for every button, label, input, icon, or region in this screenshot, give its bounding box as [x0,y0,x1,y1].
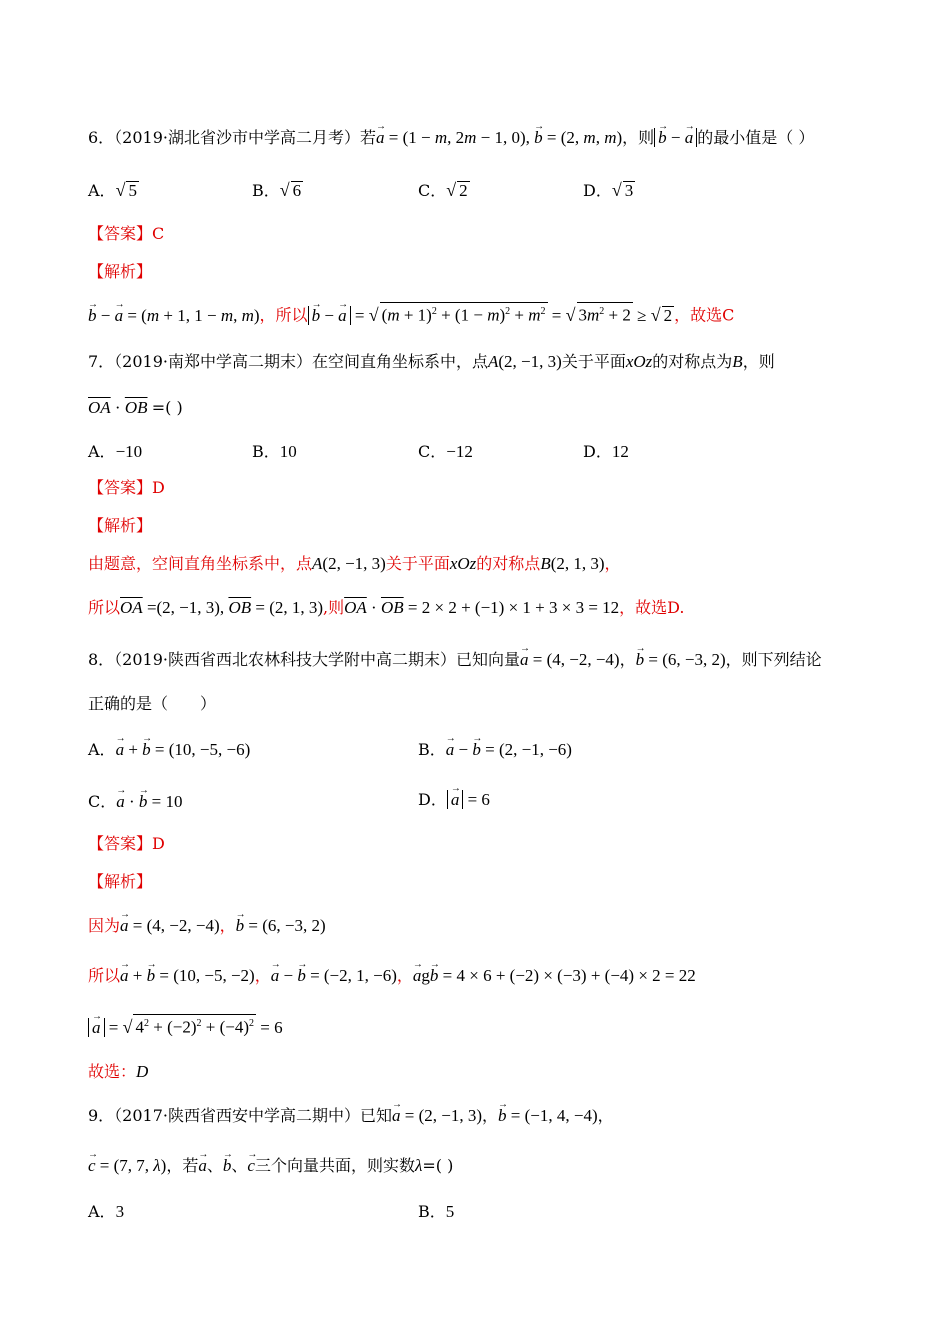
question-6-stem: 6．（2019·湖北省沙市中学高二月考）若→ a = (1 − m, 2m − 1, 0), → b = (2, m, m)，则 → b − → a 的最小值是（ ） [88,126,814,150]
q6-option-d: D．√ 3 [583,180,634,200]
q8-solution-line1: 因为→ a = (4, −2, −4)，→ b = (6, −3, 2) [88,914,326,938]
question-9-stem: 9．（2017·陕西省西安中学高二期中）已知→ a = (2, −1, 3)，→ b = (−1, 4, −4)， [88,1104,614,1128]
q7-answer: 【答案】D [88,478,165,497]
question-7-stem: 7．（2019·南郑中学高二期末）在空间直角坐标系中，点A(2, −1, 3)关于平面xOz的对称点为B，则 [88,352,775,371]
q6-option-c: C．√ 2 [418,180,468,200]
q7-analysis-label: 【解析】 [88,516,153,535]
q7-option-d: D．12 [583,442,629,461]
q6-solution: → b − → a = (m + 1, 1 − m, m)，所以 → b − → a = √ $(m + 1)^2 + (1 - m)^2 + m^2$ = √ $3m^2 + 2$ ≥ √ 2 ，故选C [88,302,734,328]
q8-solution-line3: → a = √ $4^2 + (-2)^2 + (-4)^2 = 6$ [88,1014,283,1040]
q7-solution-line2: 所以$\overline{OA} =(2$, −1, 3), $\overline{OB} = (2$, 1, 3),则$\overline{OA} \cdot \overline{OB} = 2 \times 2 + (-1) \times 1 + 3 \times 3 = 12$，故选D. [88,598,685,617]
q8-answer: 【答案】D [88,834,165,853]
question-9-line2: → c = (7, 7, λ)，若→ a、→ b、→ c三个向量共面，则实数λ=( ) [88,1154,453,1178]
question-8-stem: 8．（2019·陕西省西北农林科技大学附中高二期末）已知向量→ a = (4, −2, −4)，→ b = (6, −3, 2)，则下列结论 [88,648,822,672]
q8-option-c: C．→ a · → b = 10 [88,790,183,814]
q7-option-b: B．10 [252,442,297,461]
q7-solution-line1: 由题意，空间直角坐标系中，点A(2, −1, 3)关于平面xOz的对称点B(2, 1, 3)， [88,554,621,573]
q8-solution-line2: 所以→ a + → b = (10, −5, −2)，→ a − → b = (−2, 1, −6)，→ ag→ b = 4 × 6 + (−2) × (−3) + (−4) × 2 = 22 [88,964,696,988]
q9-option-b: B．5 [418,1202,455,1221]
q8-option-b: B．→ a − → b = (2, −1, −6) [418,738,572,762]
q8-final: 故选：D [88,1062,149,1081]
q6-vectors: → a = (1 − m, 2m − 1, 0), → b = (2, m, m) [376,128,622,147]
question-8-line2: 正确的是（ ） [88,694,217,713]
question-7-line2: $\overline{OA} \cdot \overline{OB}$ =( ) [88,398,183,417]
q7-option-c: C．−12 [418,442,473,461]
q6-option-a: A．√ 5 [88,180,137,200]
q6-option-b: B．√ 6 [252,180,302,200]
q6-answer: 【答案】C [88,224,165,243]
q6-abs-expression: → b − → a [654,128,697,147]
q9-option-a: A．3 [88,1202,125,1221]
q8-option-d: D． → a = 6 [418,788,490,812]
q8-option-a: A．→ a + → b = (10, −5, −6) [88,738,250,762]
q7-option-a: A．−10 [88,442,143,461]
q6-analysis-label: 【解析】 [88,262,153,281]
q8-analysis-label: 【解析】 [88,872,153,891]
